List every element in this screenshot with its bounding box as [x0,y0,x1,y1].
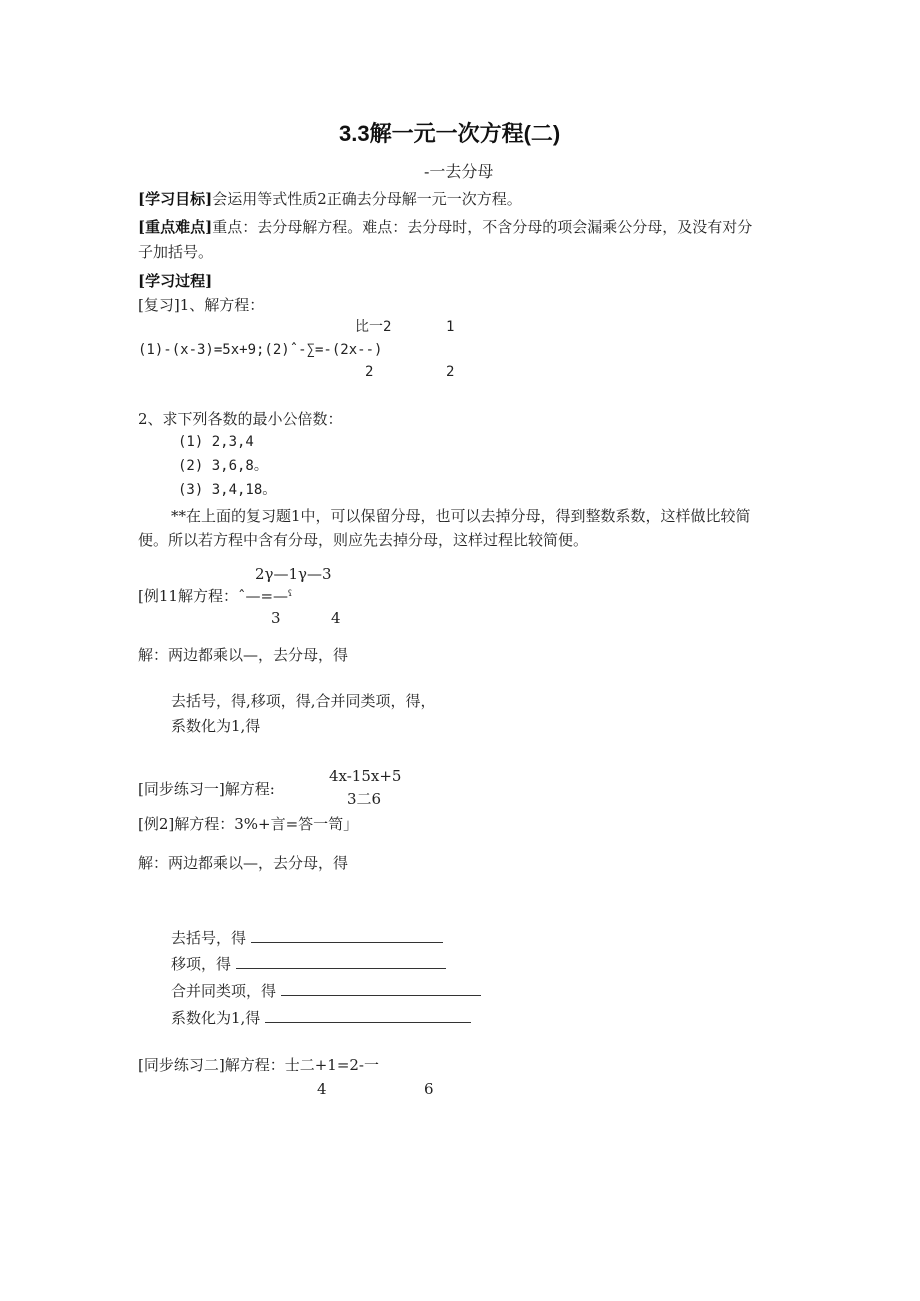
difficulty-text-2: 子加括号。 [138,243,214,261]
steps2-label-1: 去括号，得 [171,929,247,947]
example1-label: [例11解方程：ˆ—=—ˁ [138,587,293,605]
steps1-line-1: 去括号，得,移项，得,合并同类项，得， [171,692,436,710]
example1-denominator-b: 4 [331,609,341,627]
example1-denominator-a: 3 [271,609,281,627]
practice2-denominator-a: 4 [317,1080,327,1098]
objective-text: 会运用等式性质2正确去分母解一元一次方程。 [212,190,522,208]
lcm-item-1: (1) 2,3,4 [178,434,254,450]
steps2-row-3 [171,981,481,1000]
review-fraction-bottom-b: 2 [446,364,455,380]
review-equation: (1)-(x-3)=5x+9;(2)ˆ-∑=-(2x--) [138,342,383,358]
lcm-item-3: (3) 3,4,18。 [178,482,277,498]
objective-line [138,190,522,208]
page-title: 3.3解一元一次方程(二) [339,121,561,146]
note-line-1: **在上面的复习题1中，可以保留分母，也可以去掉分母，得到整数系数，这样做比较简 [171,507,751,525]
practice2-denominator-b: 6 [424,1080,434,1098]
difficulty-line [138,218,752,236]
practice1-denominator: 3二6 [347,790,382,808]
objective-label: [学习目标] [138,190,213,208]
answer-blank-3[interactable] [281,981,481,996]
lcm-heading: 2、求下列各数的最小公倍数： [138,410,343,428]
steps2-label-3: 合并同类项，得 [171,982,277,1000]
note-line-2: 便。所以若方程中含有分母，则应先去掉分母，这样过程比较简便。 [138,531,589,549]
review-fraction-top-a: 比一2 [355,319,392,335]
example2-line: [例2]解方程：3%+言=答一笥」 [138,815,359,833]
review-fraction-top-b: 1 [446,319,455,335]
steps2-label-4: 系数化为1,得 [171,1009,261,1027]
steps2-label-2: 移项，得 [171,955,232,973]
lcm-item-2: (2) 3,6,8。 [178,458,268,474]
difficulty-label: [重点难点] [138,218,213,236]
review-fraction-bottom-a: 2 [365,364,374,380]
review-heading: [复习]1、解方程： [138,296,265,314]
answer-blank-1[interactable] [251,928,443,943]
practice2-label: [同步练习二]解方程：士二+1=2-一 [138,1056,379,1074]
process-label: [学习过程] [138,272,213,290]
solution2-line: 解：两边都乘以—，去分母，得 [138,854,349,872]
steps2-row-2 [171,954,446,973]
steps2-row-4 [171,1008,471,1027]
page-subtitle: -一去分母 [424,162,494,181]
difficulty-text-1: 重点：去分母解方程。难点：去分母时，不含分母的项会漏乘公分母，及没有对分 [212,218,753,236]
steps1-line-2: 系数化为1,得 [171,717,261,735]
steps2-row-1 [171,928,443,947]
answer-blank-2[interactable] [236,954,446,969]
example1-numerators: 2γ—1γ—3 [255,565,332,583]
solution1-line: 解：两边都乘以—，去分母，得 [138,646,349,664]
practice1-label: [同步练习一]解方程: [138,780,275,798]
practice1-numerator: 4x-15x+5 [329,767,402,785]
answer-blank-4[interactable] [265,1008,471,1023]
